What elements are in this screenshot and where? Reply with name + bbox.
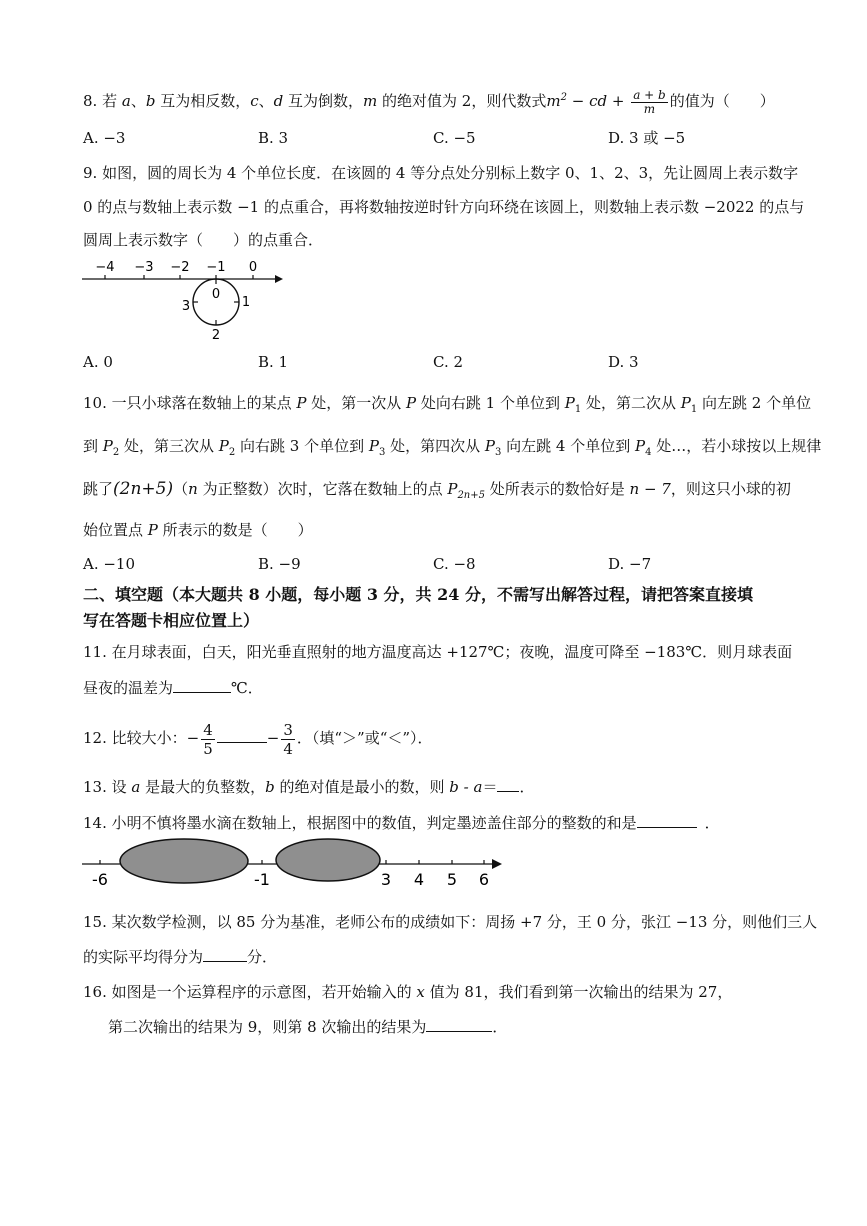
q9-figure — [80, 256, 290, 348]
question-10-line-4: 始位置点 P 所表示的数是（ ） — [83, 521, 313, 539]
q9-tick-label: −3 — [134, 260, 154, 275]
option-a[interactable]: A. −10 — [83, 555, 136, 573]
answer-blank[interactable] — [426, 1015, 492, 1032]
q14-tick-label: -1 — [254, 870, 270, 889]
q9-circle-label-top: 0 — [211, 287, 221, 302]
question-15-line-2: 的实际平均得分为 分． — [83, 945, 277, 967]
q14-tick-label: 4 — [413, 870, 425, 889]
q9-arrow-head — [275, 275, 283, 283]
option-c[interactable]: C. 2 — [433, 353, 464, 371]
q9-circle-label-right: 1 — [241, 295, 251, 310]
question-10-line-1: 10. 一只小球落在数轴上的某点 P 处，第一次从 P 处向右跳 1 个单位到 $P_1$ 处，第二次从 $P_1$ 向左跳 2 个单位 — [83, 394, 812, 415]
option-c[interactable]: C. −5 — [433, 129, 476, 147]
question-8: 8. 若 a、b 互为相反数，c、d 互为倒数，m 的绝对值为 2，则代数式$m^2$ − cd + $\frac{a + b}{m}$ 的值为（ ） — [83, 87, 775, 116]
section-2-heading-line-1: 二、填空题（本大题共 8 小题，每小题 3 分，共 24 分，不需写出解答过程，请把答案直接填 — [83, 585, 753, 604]
ink-blot-right — [276, 839, 380, 881]
question-14: 14. 小明不慎将墨水滴在数轴上，根据图中的数值，判定墨迹盖住部分的整数的和是 ． — [83, 811, 720, 833]
question-9-line-3: 圆周上表示数字（ ）的点重合． — [83, 231, 324, 249]
option-c[interactable]: C. −8 — [433, 555, 476, 573]
option-b[interactable]: B. −9 — [258, 555, 301, 573]
answer-blank[interactable] — [217, 726, 267, 743]
question-13: 13. 设 a 是最大的负整数，b 的绝对值是最小的数，则 b - a＝ ． — [83, 775, 534, 797]
option-d[interactable]: D. 3 — [608, 353, 639, 371]
option-d[interactable]: D. −7 — [608, 555, 652, 573]
answer-blank[interactable] — [497, 775, 519, 792]
q14-tick-label: 5 — [446, 870, 458, 889]
question-16-line-2: 第二次输出的结果为 9，则第 8 次输出的结果为 ． — [108, 1015, 507, 1037]
q9-tick-label: −1 — [206, 260, 226, 275]
question-9-line-1: 9. 如图，圆的周长为 4 个单位长度．在该圆的 4 等分点处分别标上数字 0、1、2、3，先让圆周上表示数字 — [83, 164, 799, 182]
question-11-line-2: 昼夜的温差为 ℃． — [83, 676, 263, 698]
question-10-line-3: 跳了(2n+5)（n 为正整数）次时，它落在数轴上的点 $P_{2n+5}$ 处所表示的数恰好是 n − 7，则这只小球的初 — [83, 479, 791, 501]
q14-tick-label: -6 — [92, 870, 108, 889]
q14-figure — [80, 838, 510, 898]
answer-blank[interactable] — [203, 945, 247, 962]
q8-expression: $m^2$ − cd + — [546, 92, 630, 110]
q14-tick-label: 3 — [380, 870, 392, 889]
question-15-line-1: 15. 某次数学检测，以 85 分为基准，老师公布的成绩如下：周扬 +7 分，王 0 分，张江 −13 分，则他们三人 — [83, 913, 818, 931]
q14-tick-label: 6 — [478, 870, 490, 889]
ink-blot-left — [120, 839, 248, 883]
q9-tick-label: 0 — [248, 260, 258, 275]
q9-tick-label: −4 — [95, 260, 115, 275]
q9-circle-label-bottom: 2 — [211, 328, 221, 343]
question-10-line-2: 到 $P_2$ 处，第三次从 $P_2$ 向右跳 3 个单位到 $P_3$ 处，第四次从 $P_3$ 向左跳 4 个单位到 $P_4$ 处…，若小球按以上规律 — [83, 437, 822, 458]
q9-circle-label-left: 3 — [181, 299, 191, 314]
q8-fraction: $\frac{a + b}{m}$ — [633, 87, 666, 116]
q9-tick-label: −2 — [170, 260, 190, 275]
option-b[interactable]: B. 1 — [258, 353, 289, 371]
q9-circle — [193, 279, 239, 325]
answer-blank[interactable] — [173, 676, 231, 693]
q14-arrow-head — [492, 859, 502, 869]
section-2-heading-line-2: 写在答题卡相应位置上） — [83, 611, 260, 630]
question-12: 12. 比较大小：− $\frac{4}{5}$ − $\frac{3}{4}$ ．（填“＞”或“＜”）． — [83, 720, 433, 758]
option-a[interactable]: A. 0 — [83, 353, 113, 371]
answer-blank[interactable] — [637, 811, 697, 828]
fraction-4-5: $\frac{4}{5}$ — [203, 720, 213, 758]
question-9-line-2: 0 的点与数轴上表示数 −1 的点重合，再将数轴按逆时针方向环绕在该圆上，则数轴上表示数 −2022 的点与 — [83, 198, 805, 216]
question-16-line-1: 16. 如图是一个运算程序的示意图，若开始输入的 x 值为 81，我们看到第一次输出的结果为 27， — [83, 983, 733, 1001]
fraction-3-4: $\frac{3}{4}$ — [283, 720, 293, 758]
option-b[interactable]: B. 3 — [258, 129, 289, 147]
option-d[interactable]: D. 3 或 −5 — [608, 129, 686, 147]
question-11-line-1: 11. 在月球表面，白天，阳光垂直照射的地方温度高达 +127℃；夜晚，温度可降至 −183℃．则月球表面 — [83, 643, 793, 661]
option-a[interactable]: A. −3 — [83, 129, 126, 147]
